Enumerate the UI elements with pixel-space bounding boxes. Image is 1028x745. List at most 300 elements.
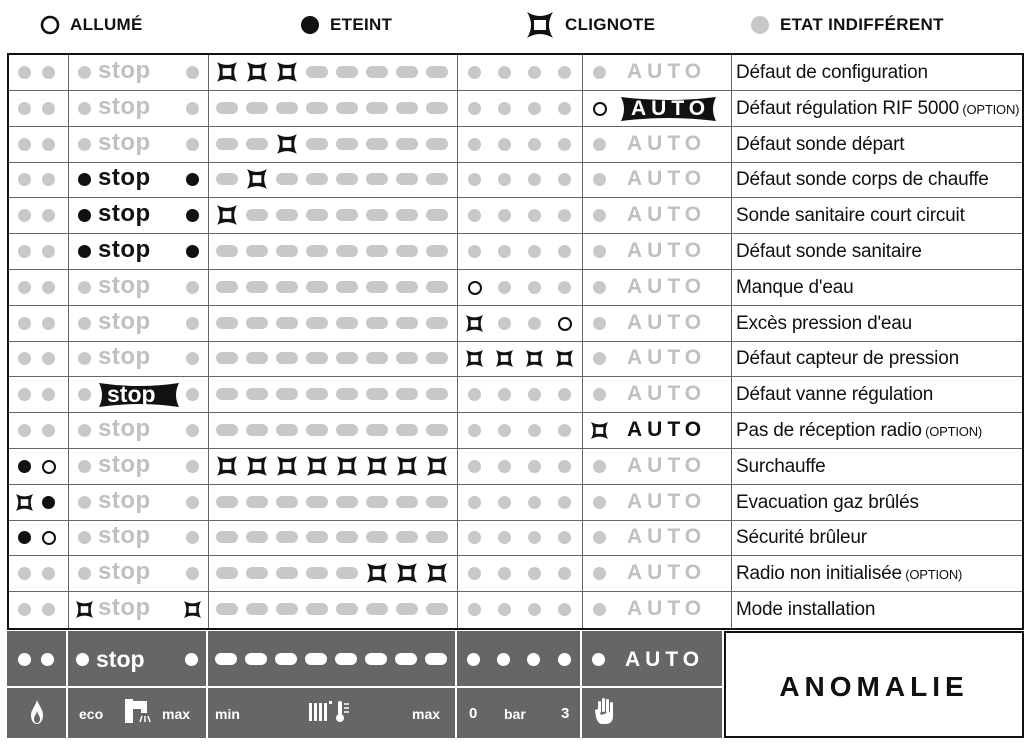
radiator-thermometer-icon: [309, 699, 353, 728]
auto-led: [593, 603, 606, 616]
panel-divider: [66, 631, 68, 738]
pressure-led: [468, 603, 481, 616]
column-divider: [582, 556, 583, 591]
auto-led: [593, 531, 606, 544]
pressure-led: [528, 531, 541, 544]
temperature-led: [276, 496, 298, 508]
stop-led-left: [76, 653, 89, 666]
temperature-led: [276, 603, 298, 615]
temperature-led: [216, 281, 238, 293]
safety-led: [42, 209, 55, 222]
fault-label: [736, 413, 982, 448]
table-row: [9, 198, 1022, 234]
temperature-led: [216, 317, 238, 329]
pressure-led: [527, 653, 540, 666]
column-divider: [68, 485, 69, 520]
pressure-led: [498, 388, 511, 401]
pressure-led: [528, 603, 541, 616]
column-divider: [731, 234, 732, 269]
auto-led: [593, 352, 606, 365]
temperature-led: [366, 66, 388, 78]
flame-led: [18, 567, 31, 580]
flame-led: [18, 281, 31, 294]
temperature-led: [426, 317, 448, 329]
pressure-led: [528, 567, 541, 580]
eco-label: eco: [79, 706, 104, 722]
temperature-led: [336, 173, 358, 185]
temperature-led-blinking-icon: [395, 455, 419, 477]
column-divider: [731, 449, 732, 484]
pressure-led: [498, 567, 511, 580]
temperature-led: [216, 138, 238, 150]
column-divider: [208, 556, 209, 591]
table-row: [9, 270, 1022, 306]
temperature-led: [366, 603, 388, 615]
temperature-led: [306, 603, 328, 615]
fault-label: [736, 592, 875, 627]
temperature-led: [276, 245, 298, 257]
temperature-led: [246, 102, 268, 114]
temperature-led: [426, 173, 448, 185]
column-divider: [457, 127, 458, 162]
temperature-led: [336, 102, 358, 114]
pressure-max-label: 3: [561, 705, 570, 722]
column-divider: [731, 306, 732, 341]
auto-indicator: AUTO: [627, 597, 707, 620]
pressure-led: [468, 531, 481, 544]
fault-label-text: Sonde sanitaire court circuit: [736, 205, 965, 227]
auto-indicator: AUTO: [627, 131, 707, 155]
temperature-led: [366, 245, 388, 257]
safety-led: [42, 531, 56, 545]
column-divider: [208, 234, 209, 269]
temperature-led: [306, 245, 328, 257]
stop-led-right-blinking-icon: [183, 600, 202, 619]
auto-indicator: AUTO: [627, 418, 707, 441]
temperature-led: [396, 531, 418, 543]
flame-led: [18, 245, 31, 258]
stop-led-right: [186, 66, 199, 79]
safety-led: [42, 352, 55, 365]
column-divider: [457, 556, 458, 591]
filled-circle-icon: [300, 15, 320, 35]
flame-led: [18, 531, 31, 544]
column-divider: [68, 377, 69, 412]
column-divider: [731, 162, 732, 197]
column-divider: [731, 377, 732, 412]
auto-indicator: AUTO: [627, 274, 707, 298]
temperature-led: [366, 281, 388, 293]
heat-min-label: min: [215, 706, 240, 722]
stop-led-right: [186, 245, 199, 258]
pressure-led: [498, 317, 511, 330]
column-divider: [582, 520, 583, 555]
column-divider: [457, 234, 458, 269]
temperature-led-blinking-icon: [215, 204, 239, 226]
legend-allume: [40, 10, 143, 40]
dhw-max-label: max: [162, 706, 191, 722]
pressure-led: [468, 567, 481, 580]
temperature-led: [246, 245, 268, 257]
column-divider: [68, 234, 69, 269]
temperature-led: [366, 173, 388, 185]
fault-label-text: Défaut sonde sanitaire: [736, 241, 922, 262]
fault-label-text: Défaut sonde départ: [736, 133, 905, 155]
temperature-led: [306, 424, 328, 436]
fault-label: [736, 520, 867, 555]
pressure-led: [468, 460, 481, 473]
pressure-led: [497, 653, 510, 666]
auto-label: AUTO: [631, 96, 711, 120]
pressure-led: [528, 388, 541, 401]
auto-led: [593, 102, 607, 116]
auto-led: [593, 460, 606, 473]
temperature-led: [216, 496, 238, 508]
fault-label-text: Défaut de configuration: [736, 62, 928, 83]
temperature-led: [336, 424, 358, 436]
fault-label-text: Pas de réception radio: [736, 420, 922, 441]
column-divider: [457, 520, 458, 555]
column-divider: [582, 55, 583, 90]
temperature-led: [396, 209, 418, 221]
temperature-led: [216, 567, 238, 579]
auto-indicator: AUTO: [627, 561, 707, 585]
fault-label: [736, 377, 933, 412]
fault-label: [736, 485, 919, 520]
auto-led: [593, 66, 606, 79]
stop-indicator: stop: [98, 486, 151, 514]
temperature-led: [276, 567, 298, 579]
table-row: [9, 55, 1022, 91]
stop-indicator: stop: [98, 594, 151, 621]
column-divider: [582, 592, 583, 628]
stop-indicator: stop: [98, 128, 151, 156]
safety-led: [42, 281, 55, 294]
safety-led: [42, 245, 55, 258]
temperature-led: [246, 424, 268, 436]
column-divider: [731, 127, 732, 162]
column-divider: [731, 520, 732, 555]
pressure-led: [528, 245, 541, 258]
open-circle-icon: [40, 15, 60, 35]
temperature-led: [216, 102, 238, 114]
stop-led-left: [78, 352, 91, 365]
temperature-led: [425, 653, 447, 665]
stop-indicator: stop: [98, 57, 151, 84]
temperature-led: [396, 66, 418, 78]
option-note: (OPTION): [921, 424, 983, 439]
temperature-led: [306, 388, 328, 400]
column-divider: [457, 162, 458, 197]
column-divider: [208, 413, 209, 448]
temperature-led: [276, 102, 298, 114]
flame-led: [18, 317, 31, 330]
flame-led: [18, 138, 31, 151]
temperature-led: [306, 496, 328, 508]
stop-led-left: [78, 424, 91, 437]
table-row: [9, 485, 1022, 521]
fault-label: [736, 556, 962, 591]
column-divider: [208, 449, 209, 484]
temperature-led: [306, 138, 328, 150]
pressure-unit-label: bar: [504, 706, 526, 722]
hand-icon: [594, 697, 616, 730]
pressure-led: [528, 173, 541, 186]
column-divider: [68, 413, 69, 448]
fault-label: [736, 341, 959, 376]
column-divider: [731, 592, 732, 628]
pressure-led: [468, 173, 481, 186]
stop-led-right: [186, 388, 199, 401]
temperature-led: [336, 352, 358, 364]
column-divider: [731, 341, 732, 376]
legend-clignote: [525, 10, 655, 40]
temperature-led: [336, 138, 358, 150]
fault-label: [736, 306, 912, 341]
column-divider: [68, 270, 69, 305]
fault-label: [736, 270, 853, 305]
temperature-led: [426, 138, 448, 150]
pressure-led-blinking-icon: [525, 349, 544, 368]
stop-led-right: [186, 138, 199, 151]
column-divider: [457, 592, 458, 628]
safety-led: [42, 102, 55, 115]
temperature-led: [336, 209, 358, 221]
fault-table: [7, 53, 1024, 630]
temperature-led: [246, 496, 268, 508]
stop-led-left: [78, 496, 91, 509]
auto-indicator: AUTO: [627, 525, 707, 549]
auto-indicator: AUTO: [627, 346, 707, 370]
temperature-led: [306, 317, 328, 329]
pressure-led: [468, 209, 481, 222]
temperature-led: [306, 66, 328, 78]
auto-led: [593, 317, 606, 330]
temperature-led: [246, 352, 268, 364]
control-panel: [7, 631, 722, 738]
stop-indicator: [99, 381, 179, 409]
pressure-led: [558, 424, 571, 437]
temperature-led: [365, 653, 387, 665]
column-divider: [68, 556, 69, 591]
safety-led: [42, 317, 55, 330]
pressure-led: [468, 245, 481, 258]
flame-led: [18, 603, 31, 616]
auto-led: [593, 567, 606, 580]
stop-indicator: stop: [98, 558, 151, 586]
column-divider: [582, 449, 583, 484]
pressure-led: [498, 245, 511, 258]
temperature-led: [246, 603, 268, 615]
anomalie-title-box: [724, 631, 1024, 738]
column-divider: [68, 306, 69, 341]
column-divider: [208, 341, 209, 376]
temperature-led: [336, 567, 358, 579]
temperature-led: [396, 245, 418, 257]
column-divider: [582, 270, 583, 305]
panel-divider: [455, 631, 457, 738]
pressure-led: [468, 496, 481, 509]
pressure-led: [558, 603, 571, 616]
stop-led-right: [186, 531, 199, 544]
pressure-led: [558, 138, 571, 151]
table-row: [9, 520, 1022, 556]
temperature-led: [426, 245, 448, 257]
column-divider: [68, 520, 69, 555]
auto-indicator: AUTO: [627, 310, 707, 334]
pressure-led: [468, 388, 481, 401]
temperature-led: [426, 102, 448, 114]
temperature-led: [396, 603, 418, 615]
temperature-led: [396, 317, 418, 329]
temperature-led-blinking-icon: [305, 455, 329, 477]
column-divider: [731, 485, 732, 520]
fault-label: [736, 198, 965, 233]
stop-led-left: [78, 66, 91, 79]
auto-led: [593, 245, 606, 258]
temperature-led-blinking-icon: [365, 455, 389, 477]
temperature-led: [336, 245, 358, 257]
pressure-led: [498, 173, 511, 186]
temperature-led: [366, 138, 388, 150]
temperature-led: [396, 173, 418, 185]
pressure-led: [498, 424, 511, 437]
option-note: (OPTION): [901, 567, 963, 583]
pressure-led: [558, 531, 571, 544]
column-divider: [582, 377, 583, 412]
column-divider: [582, 306, 583, 341]
table-row: [9, 377, 1022, 413]
pressure-led: [558, 653, 571, 666]
pressure-led: [468, 281, 482, 295]
temperature-led: [396, 102, 418, 114]
temperature-led: [276, 352, 298, 364]
column-divider: [457, 413, 458, 448]
stop-indicator: stop: [98, 343, 151, 371]
panel-divider: [206, 631, 208, 738]
temperature-led: [306, 209, 328, 221]
stop-indicator: stop: [98, 92, 151, 120]
temperature-led: [336, 496, 358, 508]
panel-divider: [7, 686, 722, 688]
stop-led-left-blinking-icon: [75, 600, 94, 619]
pressure-led-blinking-icon: [465, 314, 484, 333]
legend-allume-label: ALLUMÉ: [70, 15, 143, 34]
column-divider: [582, 341, 583, 376]
table-row: [9, 413, 1022, 449]
stop-led-left: [78, 281, 91, 294]
fault-label-text: Manque d'eau: [736, 276, 854, 298]
pressure-led: [498, 531, 511, 544]
pressure-led: [558, 209, 571, 222]
pressure-led: [498, 496, 511, 509]
temperature-led: [396, 388, 418, 400]
column-divider: [582, 198, 583, 233]
temperature-led: [336, 317, 358, 329]
stop-indicator: stop: [98, 200, 151, 228]
temperature-led: [366, 496, 388, 508]
fault-label: [736, 55, 928, 90]
safety-led: [42, 424, 55, 437]
temperature-led: [246, 531, 268, 543]
temperature-led: [246, 209, 268, 221]
pressure-led: [558, 388, 571, 401]
safety-led: [42, 603, 55, 616]
fault-label-text: Sécurité brûleur: [736, 527, 867, 549]
temperature-led: [426, 352, 448, 364]
stop-label: stop: [107, 381, 156, 408]
stop-indicator: stop: [98, 415, 151, 442]
stop-led-right: [186, 209, 199, 222]
table-row: [9, 341, 1022, 377]
temperature-led-blinking-icon: [245, 455, 269, 477]
flame-led: [18, 653, 31, 666]
temperature-led: [276, 209, 298, 221]
flame-led: [18, 388, 31, 401]
stop-led-right: [186, 496, 199, 509]
column-divider: [731, 413, 732, 448]
stop-indicator: stop: [98, 450, 151, 478]
column-divider: [208, 520, 209, 555]
temperature-led: [306, 567, 328, 579]
stop-led-left: [78, 138, 91, 151]
grey-circle-icon: [750, 15, 770, 35]
pressure-led: [528, 138, 541, 151]
auto-led: [593, 281, 606, 294]
temperature-led: [276, 424, 298, 436]
pressure-led: [468, 138, 481, 151]
table-row: [9, 91, 1022, 127]
temperature-led-blinking-icon: [245, 168, 269, 190]
fault-label-text: Surchauffe: [736, 455, 826, 477]
temperature-led: [395, 653, 417, 665]
pressure-led: [498, 209, 511, 222]
pressure-led: [498, 460, 511, 473]
pressure-min-label: 0: [469, 705, 478, 722]
column-divider: [457, 270, 458, 305]
legend-eteint: [300, 10, 392, 40]
safety-led: [42, 567, 55, 580]
temperature-led: [306, 281, 328, 293]
auto-led: [593, 388, 606, 401]
column-divider: [731, 270, 732, 305]
temperature-led: [336, 281, 358, 293]
stop-led-right: [186, 173, 199, 186]
heat-max-label: max: [412, 706, 441, 722]
tap-icon: [123, 697, 155, 730]
table-row: [9, 306, 1022, 342]
legend-clignote-label: CLIGNOTE: [565, 15, 656, 34]
fault-label: [736, 127, 904, 162]
stop-led-right: [186, 567, 199, 580]
pressure-led: [528, 424, 541, 437]
temperature-led-blinking-icon: [275, 61, 299, 83]
column-divider: [208, 198, 209, 233]
column-divider: [68, 162, 69, 197]
pressure-led: [467, 653, 480, 666]
temperature-led: [216, 424, 238, 436]
temperature-led: [246, 138, 268, 150]
column-divider: [208, 306, 209, 341]
temperature-led: [245, 653, 267, 665]
temperature-led: [336, 388, 358, 400]
column-divider: [68, 91, 69, 126]
temperature-led: [306, 102, 328, 114]
temperature-led: [426, 603, 448, 615]
fault-label-text: Radio non initialisée: [736, 563, 902, 585]
pressure-led: [498, 281, 511, 294]
temperature-led: [396, 496, 418, 508]
